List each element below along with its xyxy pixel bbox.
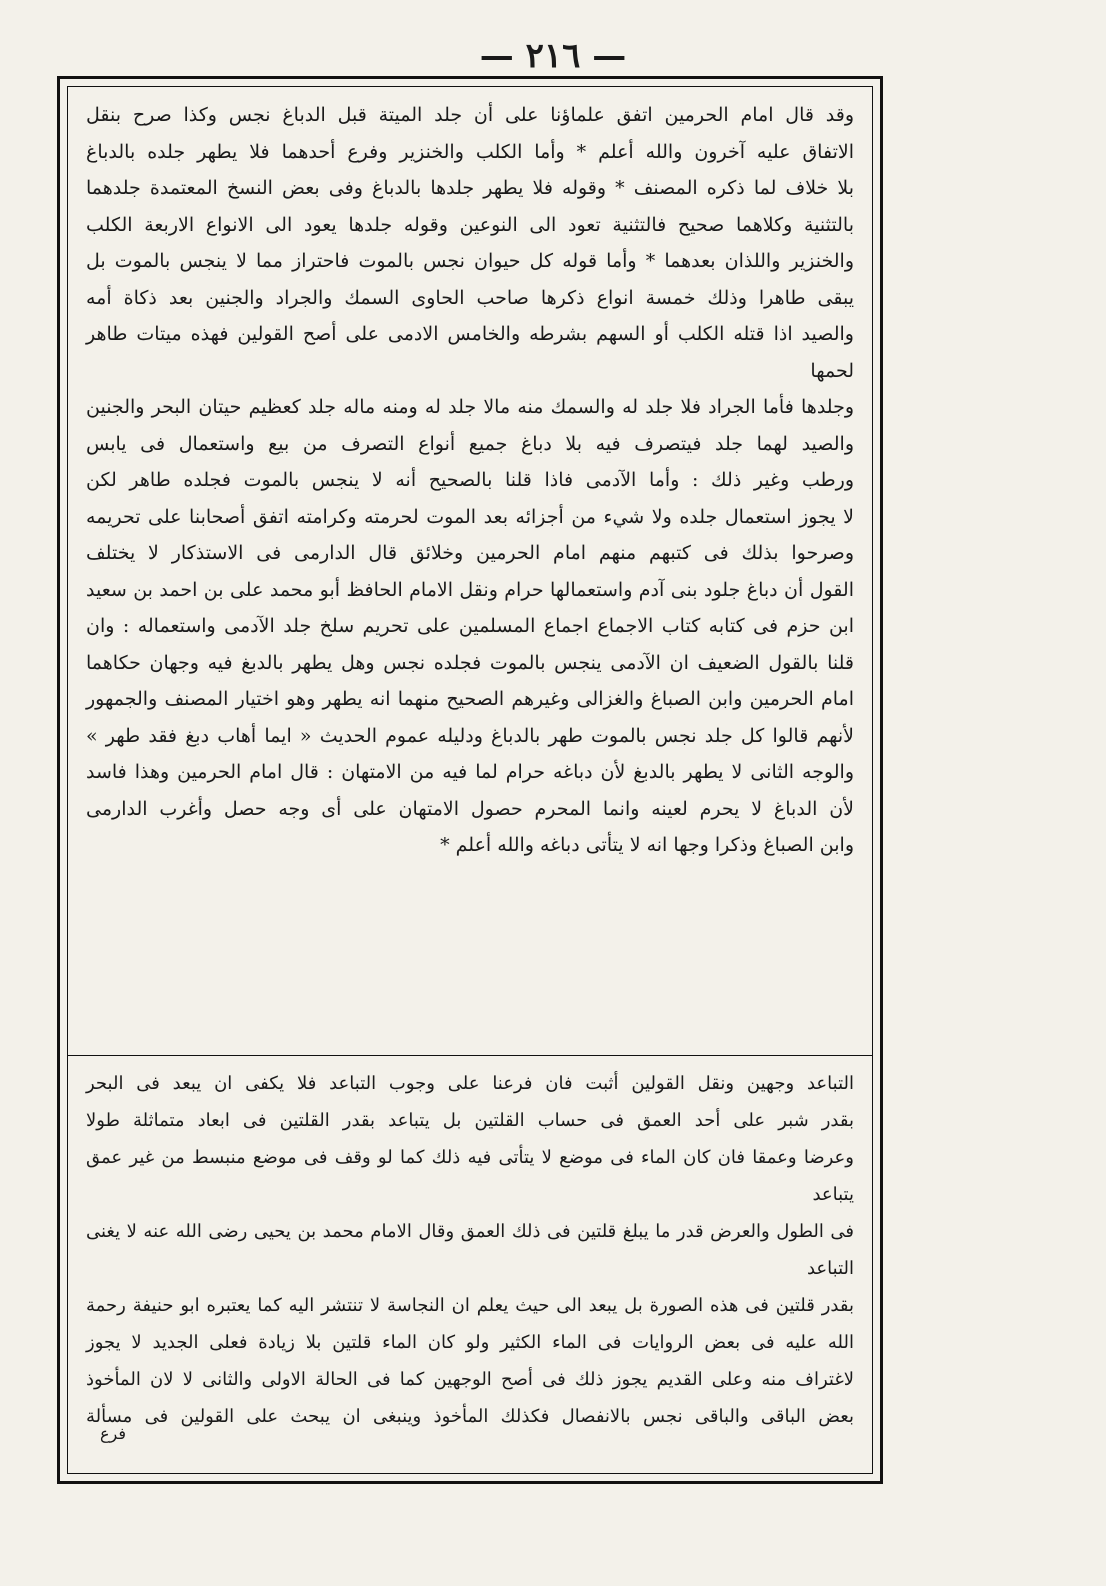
main-line: لأنهم قالوا كل جلد نجس بالموت طهر بالدباغ ودليله عموم الحديث « ايما أهاب دبغ فقد طهر » — [86, 724, 854, 747]
page-frame — [57, 76, 883, 1484]
main-line: لا يجوز استعمال جلده ولا شيء من أجزائه بعد الموت لحرمته وكرامته اتفق أصحابنا على تحريمه — [86, 505, 854, 528]
main-line: ابن حزم فى كتابه كتاب الاجماع اجماع المسلمين على تحريم سلخ جلد الآدمى واستعماله : وان — [86, 615, 854, 637]
main-line: لأن الدباغ لا يحرم لعينه وانما المحرم حصول الامتهان على أى وجه حصل وأغرب الدارمى — [86, 797, 854, 820]
main-line: بالتثنية وكلاهما صحيح فالتثنية تعود الى النوعين وقوله جلدها يعود الى الانواع الاربعة الكلب — [86, 213, 854, 236]
main-line: ورطب وغير ذلك : وأما الآدمى فاذا قلنا بالصحيح أنه لا ينجس بالموت فجلده طاهر لكن — [86, 469, 854, 491]
footnote-line: التباعد وجهين ونقل القولين أثبت فان فرعنا على وجوب التباعد فلا يكفى ان يبعد فى البحر — [86, 1073, 854, 1094]
footnote-line: الله عليه فى بعض الروايات فى الماء الكثير ولو كان الماء قلتين بلا زيادة فعلى الجديد لا يجوز — [86, 1332, 854, 1353]
page-number: — ٢١٦ — — [479, 36, 627, 76]
footnote-line: بقدر قلتين فى هذه الصورة بل يبعد الى حيث يعلم ان النجاسة لا تنتشر اليه كما يعتبره ابو حنيفة رحمة — [86, 1295, 854, 1316]
main-line: والصيد اذا قتله الكلب أو السهم بشرطه والخامس الادمى على أصح القولين فهذه ميتات طاهر لحمها — [86, 323, 854, 382]
main-line: وقد قال امام الحرمين اتفق علماؤنا على أن جلد الميتة قبل الدباغ نجس وكذا صرح بنقل — [86, 104, 854, 126]
footnote-line: فى الطول والعرض قدر ما يبلغ قلتين فى ذلك العمق وقال الامام محمد بن يحيى رضى الله عنه لا يغنى التباعد — [86, 1221, 854, 1279]
main-line: قلنا بالقول الضعيف ان الآدمى ينجس بالموت فجلده نجس وهل يطهر بالدبغ فيه وجهان حكاهما — [86, 651, 854, 674]
footnote-line: بعض الباقى والباقى نجس بالانفصال فكذلك المأخوذ وينبغى ان يبحث على القولين فى مسألة — [86, 1406, 854, 1427]
main-line: والوجه الثانى لا يطهر بالدبغ لأن دباغه حرام لما فيه من الامتهان : قال امام الحرمين وهذا فاسد — [86, 761, 854, 783]
main-line: والصيد لهما جلد فيتصرف فيه بلا دباغ جميع أنواع التصرف من بيع واستعمال فى يابس — [86, 432, 854, 455]
page-frame-inner — [67, 86, 873, 1474]
main-line: وصرحوا بذلك فى كتبهم منهم امام الحرمين وخلائق قال الدارمى فى الاستذكار لا يختلف — [86, 542, 854, 564]
footnote-text — [86, 1065, 854, 1435]
footnote-line: لاغتراف منه وعلى القديم يجوز ذلك فى أصح الوجهين كما فى الحالة الاولى والثانى لا لان المأخوذ — [86, 1369, 854, 1390]
main-line: امام الحرمين وابن الصباغ والغزالى وغيرهم الصحيح منهما انه يطهر وهو اختيار المصنف والجمهور — [86, 688, 854, 710]
footnote-line: بقدر شبر على أحد العمق فى حساب القلتين بل يتباعد بقدر القلتين فى ابعاد متماثلة طولا — [86, 1110, 854, 1131]
footnote-divider — [68, 1055, 872, 1056]
main-line: والخنزير واللذان بعدهما * وأما قوله كل حيوان نجس بالموت فاحتراز مما لا ينجس بالموت بل — [86, 250, 854, 272]
main-line: الاتفاق عليه آخرون والله أعلم * وأما الكلب والخنزير وفرع أحدهما فلا يطهر جلده بالدباغ — [86, 140, 854, 163]
main-line: بلا خلاف لما ذكره المصنف * وقوله فلا يطهر جلدها بالدباغ وفى بعض النسخ المعتمدة جلدهما — [86, 177, 854, 199]
catchword: فرع — [100, 1424, 127, 1443]
footnote-line: وعرضا وعمقا فان كان الماء فى موضع لا يتأتى فيه ذلك كما لو وقف فى موضع منبسط من غير عمق يتباعد — [86, 1147, 854, 1205]
main-line: وجلدها فأما الجراد فلا جلد له والسمك منه مالا جلد له ومنه ماله جلد كعظيم حيتان البحر والجنين — [86, 396, 854, 418]
main-line: يبقى طاهرا وذلك خمسة انواع ذكرها صاحب الحاوى السمك والجراد والجنين بعد ذكاة أمه — [86, 286, 854, 309]
main-line: القول أن دباغ جلود بنى آدم واستعمالها حرام ونقل الامام الحافظ أبو محمد على بن احمد بن سعيد — [86, 578, 854, 601]
main-line: وابن الصباغ وذكرا وجها انه لا يتأتى دباغه والله أعلم * — [440, 834, 854, 856]
main-text — [86, 97, 854, 864]
